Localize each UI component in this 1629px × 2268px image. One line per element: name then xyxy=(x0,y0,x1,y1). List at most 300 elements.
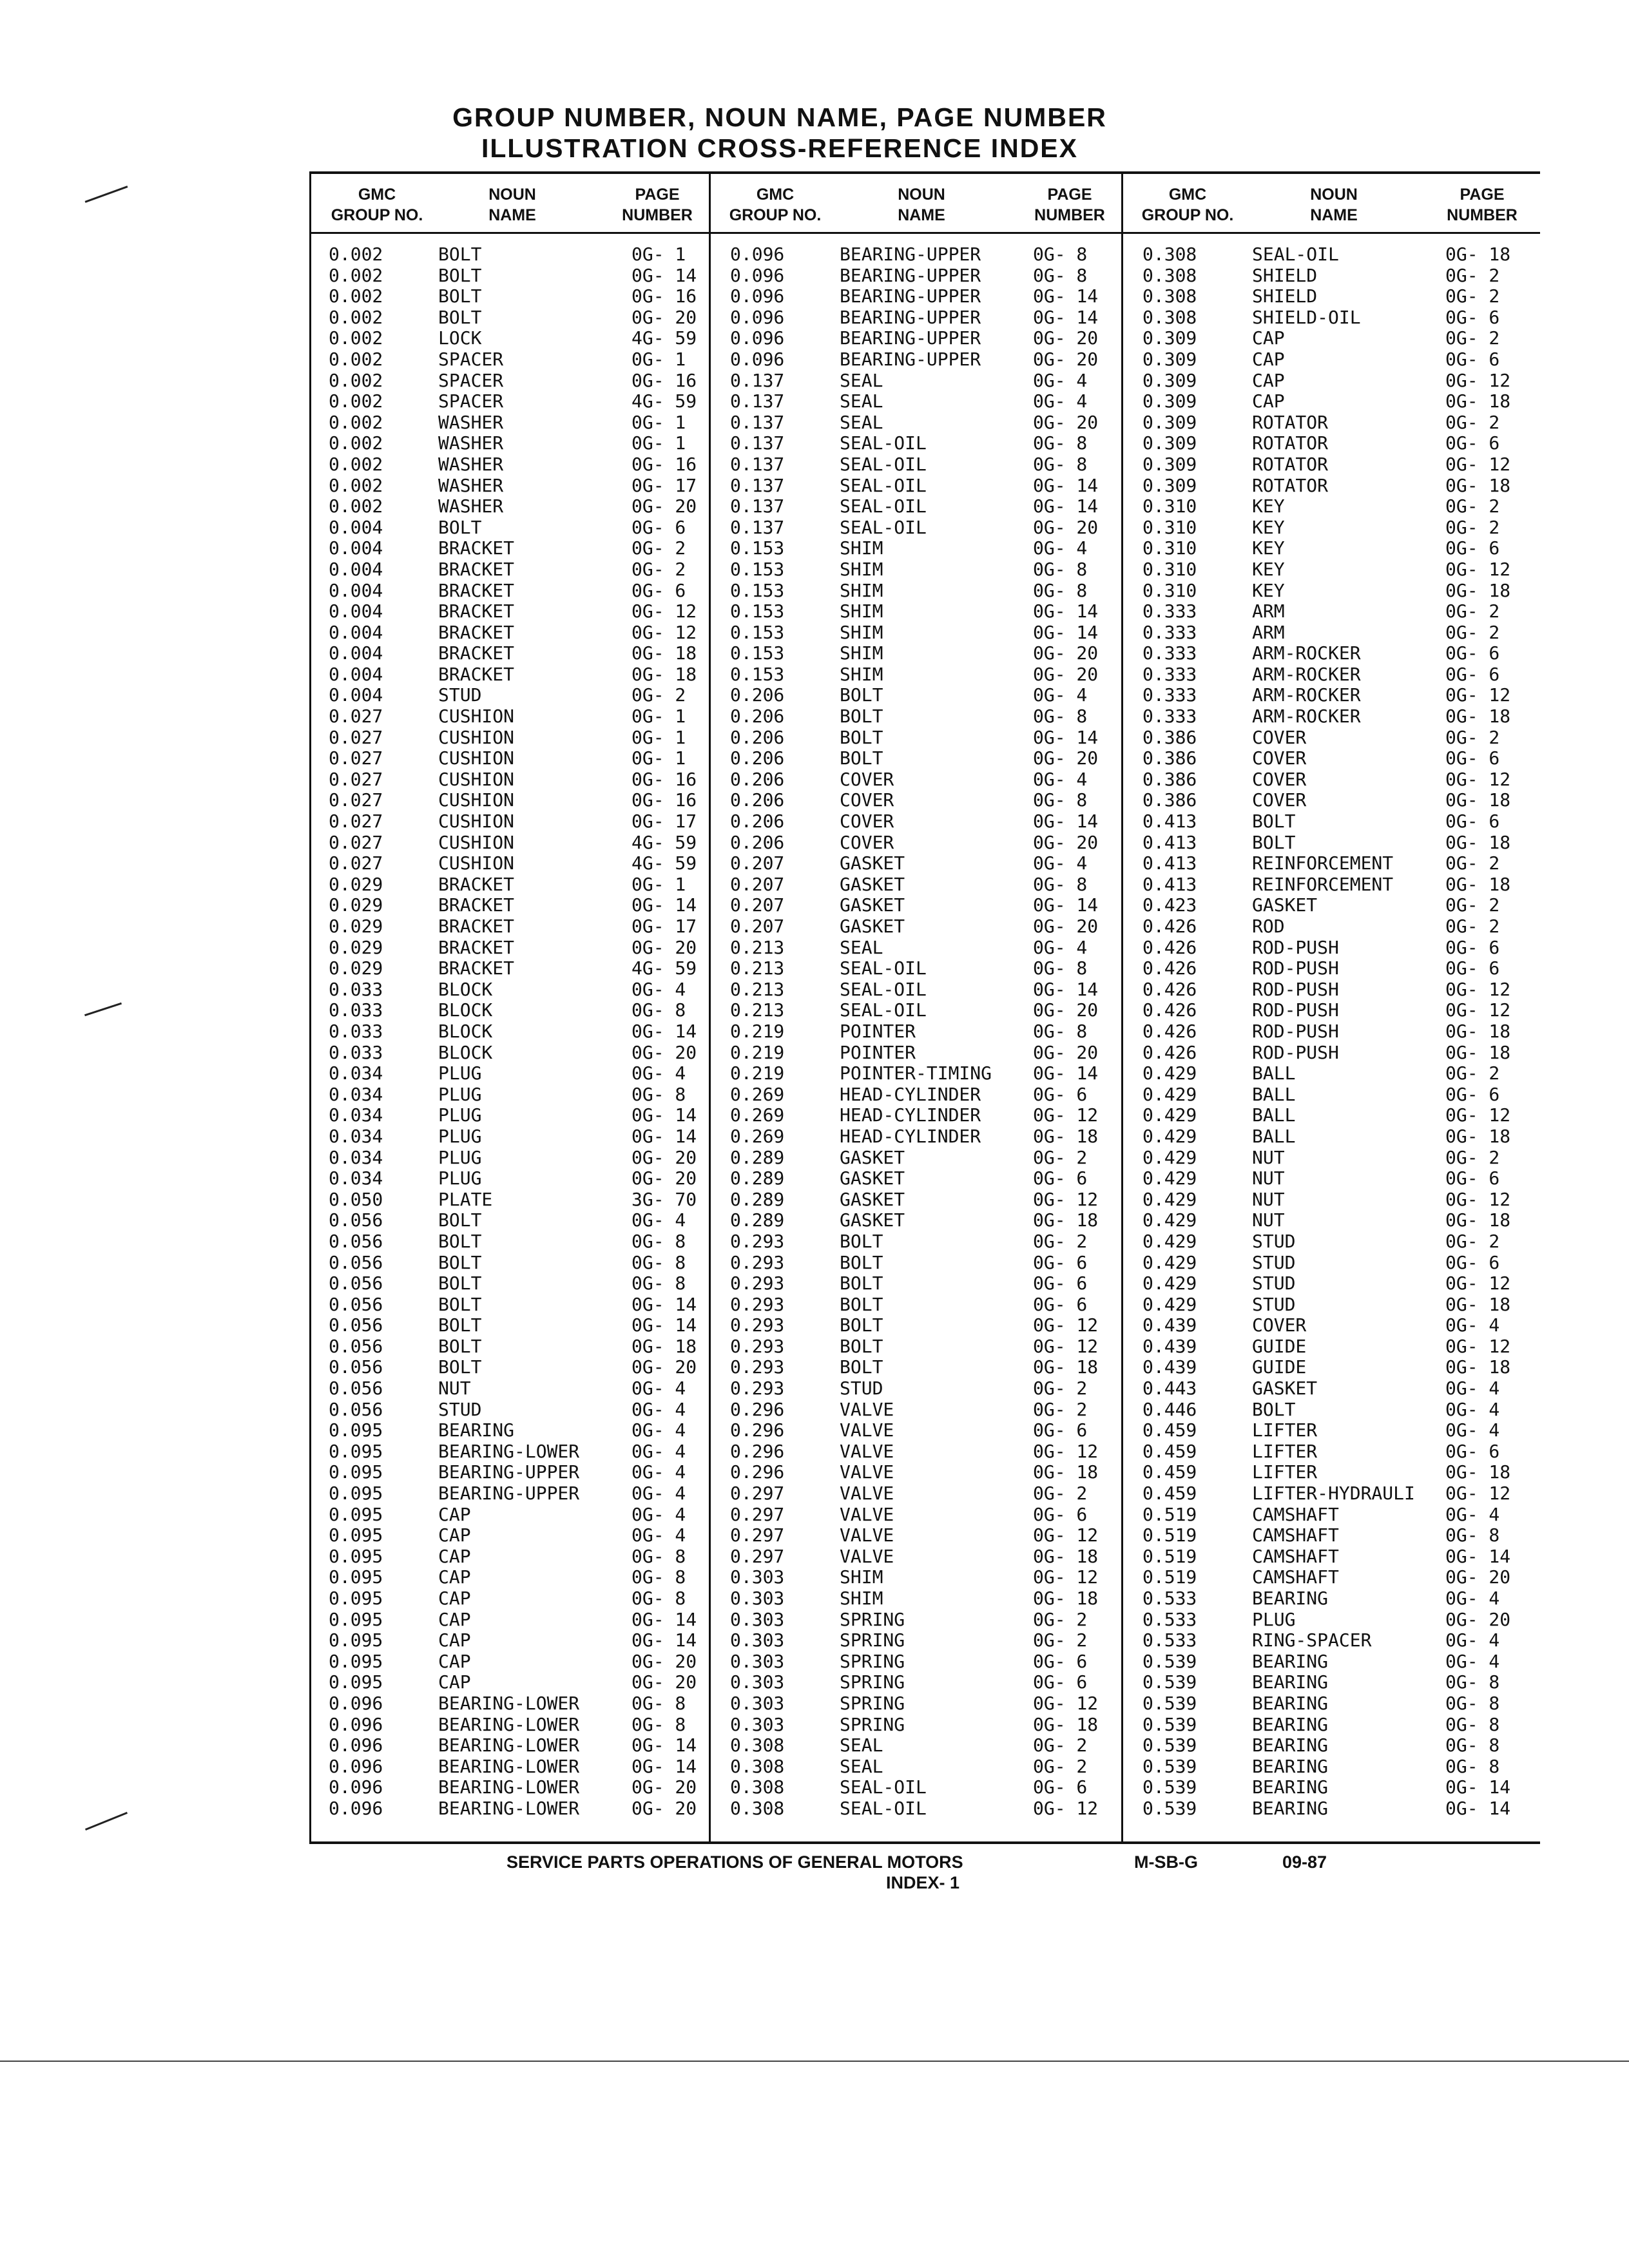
group-number: 0.027 xyxy=(329,811,383,832)
table-row xyxy=(711,433,1123,454)
table-row xyxy=(309,328,722,349)
table-row xyxy=(1123,601,1536,622)
noun-name: BEARING-UPPER xyxy=(840,264,981,286)
table-row xyxy=(711,664,1123,686)
noun-name: BRACKET xyxy=(438,621,515,643)
table-row xyxy=(1123,1462,1536,1483)
group-number: 0.219 xyxy=(730,1041,785,1063)
noun-name: SHIM xyxy=(840,663,883,685)
page-number: 0G- 14 xyxy=(1033,726,1099,748)
table-row xyxy=(711,748,1123,769)
noun-name: PLUG xyxy=(438,1104,482,1126)
page-number: 0G- 18 xyxy=(1445,831,1511,853)
noun-name: BRACKET xyxy=(438,916,515,937)
group-number: 0.293 xyxy=(730,1251,785,1273)
group-number: 0.309 xyxy=(1142,432,1197,454)
page-number: 0G- 14 xyxy=(1033,811,1099,832)
page-number: 0G- 18 xyxy=(1445,390,1511,412)
table-row xyxy=(309,1567,722,1588)
group-number: 0.297 xyxy=(730,1483,785,1504)
group-number: 0.539 xyxy=(1142,1713,1197,1735)
group-number: 0.539 xyxy=(1142,1755,1197,1777)
table-row xyxy=(1123,727,1536,749)
table-row xyxy=(309,601,722,622)
noun-name: COVER xyxy=(840,831,894,853)
noun-name: GASKET xyxy=(840,1188,905,1210)
noun-name: SHIELD-OIL xyxy=(1252,306,1361,328)
page-number: 4G- 59 xyxy=(631,327,697,349)
page-number: 0G- 2 xyxy=(1445,264,1500,286)
table-row xyxy=(1123,1043,1536,1064)
noun-name: BALL xyxy=(1252,1083,1296,1105)
page-number: 0G- 4 xyxy=(631,1483,686,1504)
table-row xyxy=(309,1378,722,1399)
page-number: 0G- 18 xyxy=(631,663,697,685)
page-number: 0G- 8 xyxy=(1445,1524,1500,1546)
footer-date: 09-87 xyxy=(1282,1852,1327,1872)
page-number: 0G- 20 xyxy=(1033,516,1099,538)
noun-name: VALVE xyxy=(840,1483,894,1504)
page-number: 0G- 20 xyxy=(1445,1566,1511,1588)
table-row xyxy=(711,1357,1123,1378)
table-row xyxy=(1123,1273,1536,1294)
table-row xyxy=(711,517,1123,539)
group-number: 0.095 xyxy=(329,1503,383,1525)
group-number: 0.439 xyxy=(1142,1335,1197,1357)
table-row xyxy=(309,538,722,559)
page-number: 0G- 20 xyxy=(1445,1608,1511,1630)
group-number: 0.269 xyxy=(730,1125,785,1147)
page-number: 0G- 6 xyxy=(1445,1083,1500,1105)
noun-name: CUSHION xyxy=(438,747,515,769)
group-number: 0.386 xyxy=(1142,768,1197,790)
table-row xyxy=(1123,454,1536,476)
noun-name: BRACKET xyxy=(438,537,515,559)
table-row xyxy=(711,328,1123,349)
footer-index-page: INDEX- 1 xyxy=(886,1873,960,1892)
page-number: 0G- 12 xyxy=(631,601,697,622)
table-row xyxy=(309,1735,722,1756)
noun-name: BEARING xyxy=(1252,1671,1329,1693)
page-number: 0G- 14 xyxy=(631,1735,697,1756)
noun-name: BOLT xyxy=(438,285,482,307)
noun-name: BOLT xyxy=(438,1209,482,1231)
group-number: 0.519 xyxy=(1142,1545,1197,1567)
group-number: 0.096 xyxy=(329,1735,383,1756)
noun-name: NUT xyxy=(1252,1188,1285,1210)
page-number: 0G- 16 xyxy=(631,453,697,475)
noun-name: COVER xyxy=(840,789,894,811)
noun-name: SEAL-OIL xyxy=(1252,244,1339,265)
group-number: 0.269 xyxy=(730,1104,785,1126)
page-number: 0G- 8 xyxy=(1033,706,1088,727)
noun-name: STUD xyxy=(1252,1293,1296,1315)
group-number: 0.293 xyxy=(730,1378,785,1399)
table-row xyxy=(309,979,722,1001)
group-number: 0.206 xyxy=(730,768,785,790)
table-row xyxy=(711,496,1123,517)
table-row xyxy=(1123,1756,1536,1778)
noun-name: BOLT xyxy=(1252,811,1296,832)
group-number: 0.459 xyxy=(1142,1483,1197,1504)
group-number: 0.310 xyxy=(1142,558,1197,580)
page-number: 0G- 18 xyxy=(1445,873,1511,895)
table-row xyxy=(1123,328,1536,349)
page-number: 0G- 8 xyxy=(1445,1735,1500,1756)
noun-name: SPRING xyxy=(840,1608,905,1630)
noun-name: BRACKET xyxy=(438,663,515,685)
group-number: 0.308 xyxy=(1142,306,1197,328)
noun-name: CAP xyxy=(438,1545,471,1567)
page-number: 0G- 4 xyxy=(1445,1314,1500,1336)
table-row xyxy=(309,1441,722,1463)
page-number: 0G- 8 xyxy=(1033,264,1088,286)
header-page: PAGE NUMBER xyxy=(622,186,693,224)
page-number: 0G- 16 xyxy=(631,285,697,307)
noun-name: CUSHION xyxy=(438,789,515,811)
table-row xyxy=(711,790,1123,811)
page-number: 0G- 12 xyxy=(1033,1335,1099,1357)
group-number: 0.303 xyxy=(730,1713,785,1735)
noun-name: LIFTER xyxy=(1252,1419,1318,1441)
group-number: 0.034 xyxy=(329,1083,383,1105)
noun-name: SHIM xyxy=(840,642,883,664)
page-number: 0G- 8 xyxy=(1445,1755,1500,1777)
table-row xyxy=(1123,538,1536,559)
noun-name: BOLT xyxy=(840,1251,883,1273)
table-row xyxy=(711,559,1123,581)
page-number: 0G- 2 xyxy=(1033,1755,1088,1777)
table-row xyxy=(1123,853,1536,874)
noun-name: CUSHION xyxy=(438,852,515,874)
index-column-3 xyxy=(1123,244,1536,1820)
group-number: 0.095 xyxy=(329,1483,383,1504)
group-number: 0.269 xyxy=(730,1083,785,1105)
page-number: 0G- 16 xyxy=(631,768,697,790)
noun-name: STUD xyxy=(840,1378,883,1399)
group-number: 0.034 xyxy=(329,1104,383,1126)
group-number: 0.002 xyxy=(329,474,383,496)
table-row xyxy=(1123,307,1536,329)
group-number: 0.207 xyxy=(730,852,785,874)
table-top-rule xyxy=(309,171,1540,174)
group-number: 0.050 xyxy=(329,1188,383,1210)
page-number: 0G- 12 xyxy=(1445,999,1511,1021)
page-number: 0G- 14 xyxy=(1445,1776,1511,1798)
group-number: 0.153 xyxy=(730,601,785,622)
page-number: 0G- 8 xyxy=(1033,579,1088,601)
table-row xyxy=(711,1546,1123,1568)
page-number: 0G- 2 xyxy=(1445,495,1500,517)
group-number: 0.297 xyxy=(730,1524,785,1546)
page-number: 0G- 2 xyxy=(1033,1483,1088,1504)
table-row xyxy=(309,1504,722,1526)
group-number: 0.429 xyxy=(1142,1188,1197,1210)
noun-name: COVER xyxy=(1252,1314,1307,1336)
table-row xyxy=(309,370,722,392)
noun-name: BALL xyxy=(1252,1125,1296,1147)
page-number: 0G- 2 xyxy=(1445,1230,1500,1252)
page-number: 0G- 14 xyxy=(631,264,697,286)
page-number: 0G- 4 xyxy=(631,1440,686,1462)
header-group: GMC GROUP NO. xyxy=(331,186,423,224)
group-number: 0.207 xyxy=(730,916,785,937)
table-row xyxy=(1123,643,1536,664)
noun-name: HEAD-CYLINDER xyxy=(840,1125,981,1147)
page-number: 0G- 12 xyxy=(631,621,697,643)
group-number: 0.293 xyxy=(730,1273,785,1294)
group-number: 0.293 xyxy=(730,1335,785,1357)
page-number: 0G- 2 xyxy=(1445,852,1500,874)
table-row xyxy=(309,958,722,979)
page-number: 0G- 20 xyxy=(631,1041,697,1063)
page-number: 0G- 4 xyxy=(631,1461,686,1483)
table-row xyxy=(309,454,722,476)
noun-name: SPACER xyxy=(438,390,504,412)
noun-name: SHIM xyxy=(840,558,883,580)
group-number: 0.004 xyxy=(329,642,383,664)
group-number: 0.004 xyxy=(329,684,383,706)
page-number: 0G- 14 xyxy=(1033,495,1099,517)
group-number: 0.213 xyxy=(730,957,785,979)
noun-name: ROTATOR xyxy=(1252,474,1329,496)
table-row xyxy=(309,874,722,896)
group-number: 0.153 xyxy=(730,537,785,559)
page-number: 0G- 2 xyxy=(1445,1062,1500,1084)
page-number: 0G- 18 xyxy=(1033,1461,1099,1483)
page-number: 0G- 1 xyxy=(631,706,686,727)
page-number: 0G- 14 xyxy=(631,1020,697,1042)
page-number: 0G- 4 xyxy=(1033,768,1088,790)
noun-name: BEARING-UPPER xyxy=(438,1483,580,1504)
page-number: 0G- 2 xyxy=(1033,1398,1088,1420)
header-page: PAGE NUMBER xyxy=(1447,186,1518,224)
page-number: 0G- 18 xyxy=(1445,789,1511,811)
group-number: 0.033 xyxy=(329,1041,383,1063)
noun-name: SEAL xyxy=(840,1735,883,1756)
noun-name: LOCK xyxy=(438,327,482,349)
noun-name: PLUG xyxy=(438,1168,482,1189)
noun-name: SEAL-OIL xyxy=(840,432,927,454)
page-number: 0G- 2 xyxy=(1445,894,1500,916)
table-row xyxy=(309,1483,722,1504)
table-row xyxy=(711,1483,1123,1504)
table-row xyxy=(309,1546,722,1568)
table-row xyxy=(711,769,1123,791)
group-number: 0.153 xyxy=(730,663,785,685)
group-number: 0.429 xyxy=(1142,1104,1197,1126)
table-row xyxy=(309,1168,722,1189)
noun-name: SEAL-OIL xyxy=(840,495,927,517)
noun-name: BOLT xyxy=(1252,1398,1296,1420)
header-group: GMC GROUP NO. xyxy=(729,186,822,224)
page-number: 0G- 14 xyxy=(1033,474,1099,496)
group-number: 0.029 xyxy=(329,873,383,895)
table-row xyxy=(309,664,722,686)
page-number: 0G- 20 xyxy=(631,495,697,517)
group-number: 0.333 xyxy=(1142,706,1197,727)
page-number: 0G- 1 xyxy=(631,873,686,895)
margin-mark xyxy=(85,1812,128,1831)
group-number: 0.004 xyxy=(329,558,383,580)
page-number: 0G- 4 xyxy=(1445,1650,1500,1672)
group-number: 0.443 xyxy=(1142,1378,1197,1399)
noun-name: WASHER xyxy=(438,474,504,496)
group-number: 0.297 xyxy=(730,1545,785,1567)
noun-name: GUIDE xyxy=(1252,1356,1307,1378)
noun-name: BOLT xyxy=(840,706,883,727)
table-row xyxy=(1123,811,1536,832)
table-row xyxy=(1123,1610,1536,1631)
group-number: 0.056 xyxy=(329,1378,383,1399)
table-row xyxy=(309,391,722,412)
table-row xyxy=(309,1231,722,1253)
page-number: 0G- 8 xyxy=(1033,789,1088,811)
group-number: 0.207 xyxy=(730,894,785,916)
page-number: 0G- 2 xyxy=(1033,1629,1088,1651)
group-number: 0.413 xyxy=(1142,811,1197,832)
group-number: 0.309 xyxy=(1142,390,1197,412)
table-row xyxy=(711,370,1123,392)
table-row xyxy=(309,433,722,454)
table-row xyxy=(1123,874,1536,896)
noun-name: LIFTER xyxy=(1252,1461,1318,1483)
table-row xyxy=(1123,1630,1536,1651)
table-row xyxy=(309,1315,722,1336)
noun-name: ARM xyxy=(1252,601,1285,622)
group-number: 0.096 xyxy=(730,348,785,370)
noun-name: ROTATOR xyxy=(1252,432,1329,454)
group-number: 0.413 xyxy=(1142,852,1197,874)
group-number: 0.308 xyxy=(730,1735,785,1756)
group-number: 0.333 xyxy=(1142,601,1197,622)
page-number: 0G- 18 xyxy=(1033,1545,1099,1567)
noun-name: CAP xyxy=(438,1524,471,1546)
noun-name: CAMSHAFT xyxy=(1252,1566,1339,1588)
noun-name: CAP xyxy=(438,1503,471,1525)
table-row xyxy=(711,1336,1123,1358)
group-number: 0.002 xyxy=(329,348,383,370)
noun-name: SPRING xyxy=(840,1650,905,1672)
noun-name: BRACKET xyxy=(438,957,515,979)
noun-name: BOLT xyxy=(438,1230,482,1252)
group-number: 0.056 xyxy=(329,1314,383,1336)
footer-code: M-SB-G xyxy=(1134,1852,1198,1872)
group-number: 0.413 xyxy=(1142,831,1197,853)
table-bottom-rule xyxy=(309,1841,1540,1844)
page-number: 0G- 6 xyxy=(1033,1293,1088,1315)
table-row xyxy=(309,1420,722,1441)
table-row xyxy=(711,1588,1123,1610)
noun-name: COVER xyxy=(1252,789,1307,811)
table-row xyxy=(711,1021,1123,1043)
table-row xyxy=(309,916,722,937)
noun-name: GUIDE xyxy=(1252,1335,1307,1357)
table-row xyxy=(1123,517,1536,539)
page-number: 0G- 2 xyxy=(1445,1146,1500,1168)
group-number: 0.429 xyxy=(1142,1209,1197,1231)
group-number: 0.002 xyxy=(329,244,383,265)
page-number: 0G- 20 xyxy=(631,1356,697,1378)
page-number: 3G- 70 xyxy=(631,1188,697,1210)
noun-name: BOLT xyxy=(840,1273,883,1294)
page-number: 0G- 20 xyxy=(1033,642,1099,664)
table-row xyxy=(309,790,722,811)
noun-name: BOLT xyxy=(438,1273,482,1294)
group-number: 0.096 xyxy=(730,306,785,328)
group-number: 0.308 xyxy=(730,1755,785,1777)
page-number: 0G- 20 xyxy=(1033,327,1099,349)
page-number: 0G- 6 xyxy=(1033,1503,1088,1525)
table-row xyxy=(711,265,1123,287)
noun-name: ROD-PUSH xyxy=(1252,999,1339,1021)
noun-name: CAMSHAFT xyxy=(1252,1545,1339,1567)
group-number: 0.096 xyxy=(329,1692,383,1714)
table-row xyxy=(1123,1063,1536,1084)
page-number: 0G- 6 xyxy=(1445,432,1500,454)
group-number: 0.459 xyxy=(1142,1419,1197,1441)
page-number: 0G- 1 xyxy=(631,348,686,370)
page-number: 0G- 8 xyxy=(631,1251,686,1273)
group-number: 0.303 xyxy=(730,1608,785,1630)
table-row xyxy=(1123,1735,1536,1756)
page-number: 0G- 12 xyxy=(1033,1524,1099,1546)
page-number: 0G- 2 xyxy=(1033,1608,1088,1630)
page-number: 0G- 4 xyxy=(1033,369,1088,391)
page-number: 0G- 18 xyxy=(1445,1020,1511,1042)
noun-name: BEARING-UPPER xyxy=(840,285,981,307)
noun-name: BEARING-LOWER xyxy=(438,1735,580,1756)
group-number: 0.207 xyxy=(730,873,785,895)
page-number: 0G- 6 xyxy=(1033,1083,1088,1105)
group-number: 0.027 xyxy=(329,831,383,853)
noun-name: CAP xyxy=(438,1629,471,1651)
noun-name: SEAL xyxy=(840,1755,883,1777)
noun-name: CAP xyxy=(438,1566,471,1588)
page-number: 0G- 4 xyxy=(1033,684,1088,706)
group-number: 0.002 xyxy=(329,390,383,412)
index-column-1 xyxy=(309,244,722,1820)
table-row xyxy=(309,1777,722,1798)
table-row xyxy=(711,916,1123,937)
group-number: 0.029 xyxy=(329,936,383,958)
table-row xyxy=(1123,706,1536,727)
group-number: 0.308 xyxy=(730,1776,785,1798)
page-number: 0G- 14 xyxy=(631,1314,697,1336)
page-number: 0G- 12 xyxy=(1033,1440,1099,1462)
noun-name: NUT xyxy=(1252,1146,1285,1168)
noun-name: BLOCK xyxy=(438,999,493,1021)
noun-name: CUSHION xyxy=(438,811,515,832)
page-number: 0G- 6 xyxy=(1445,936,1500,958)
page-number: 0G- 12 xyxy=(1445,1104,1511,1126)
table-row xyxy=(309,1798,722,1820)
noun-name: SEAL xyxy=(840,369,883,391)
noun-name: BEARING-LOWER xyxy=(438,1755,580,1777)
noun-name: ARM xyxy=(1252,621,1285,643)
group-number: 0.429 xyxy=(1142,1230,1197,1252)
table-row xyxy=(309,748,722,769)
noun-name: PLUG xyxy=(438,1062,482,1084)
group-number: 0.004 xyxy=(329,537,383,559)
page-number: 0G- 12 xyxy=(1033,1104,1099,1126)
group-number: 0.033 xyxy=(329,978,383,1000)
page-number: 0G- 12 xyxy=(1445,1188,1511,1210)
noun-name: CAP xyxy=(438,1608,471,1630)
table-row xyxy=(711,1273,1123,1294)
group-number: 0.095 xyxy=(329,1419,383,1441)
group-number: 0.309 xyxy=(1142,411,1197,433)
